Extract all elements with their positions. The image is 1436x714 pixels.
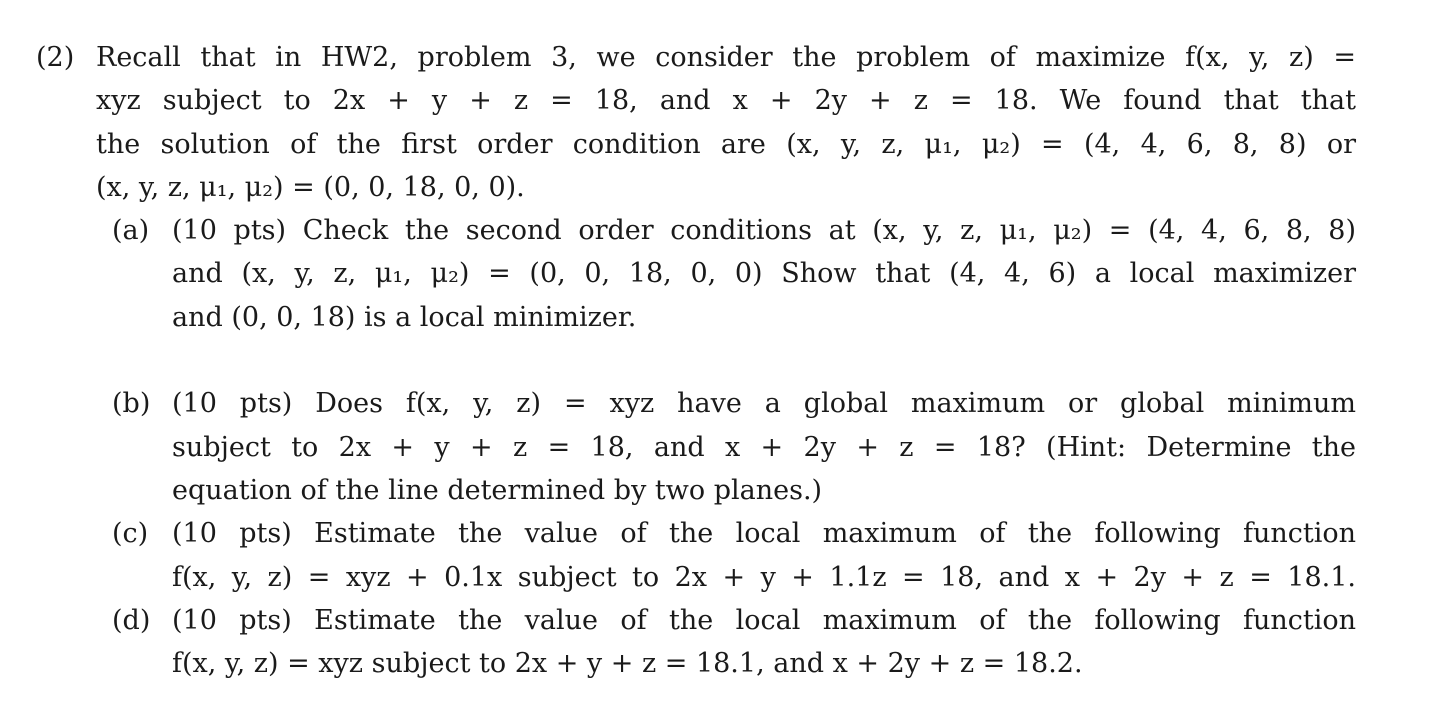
part-a-label: (a) (112, 215, 150, 247)
part-d-line (36, 642, 1356, 685)
part-b-line (36, 469, 1356, 512)
part-d-label: (d) (112, 604, 151, 636)
part-a-text: (10 pts) Check the second order conditions at (x, y, z, μ₁, μ₂) = (4, 4, 6, 8, 8) (172, 215, 1356, 247)
part-d-text: f(x, y, z) = xyz subject to 2x + y + z = 18.1, and x + 2y + z = 18.2. (172, 648, 1083, 680)
part-c-text: (10 pts) Estimate the value of the local maximum of the following function (172, 518, 1356, 550)
part-a-text: and (0, 0, 18) is a local minimizer. (172, 301, 637, 333)
part-b-line (36, 382, 1356, 425)
problem-line (36, 79, 1356, 122)
problem-line (36, 123, 1356, 166)
part-c-text: f(x, y, z) = xyz + 0.1x subject to 2x + y + 1.1z = 18, and x + 2y + z = 18.1. (172, 561, 1356, 593)
part-a-line (36, 252, 1356, 295)
part-a-text: and (x, y, z, μ₁, μ₂) = (0, 0, 18, 0, 0) Show that (4, 4, 6) a local maximizer (172, 258, 1356, 290)
homework-problem (36, 36, 1356, 685)
part-b-text: subject to 2x + y + z = 18, and x + 2y + z = 18? (Hint: Determine the (172, 431, 1356, 463)
part-c-line (36, 556, 1356, 599)
problem-text: xyz subject to 2x + y + z = 18, and x + 2y + z = 18. We found that that (96, 85, 1356, 117)
problem-text: (x, y, z, μ₁, μ₂) = (0, 0, 18, 0, 0). (96, 171, 525, 203)
part-c-label: (c) (112, 518, 149, 550)
problem-number: (2) (36, 42, 75, 73)
vertical-gap (36, 339, 1356, 382)
problem-text: the solution of the first order condition are (x, y, z, μ₁, μ₂) = (4, 4, 6, 8, 8) or (96, 128, 1356, 160)
problem-text: Recall that in HW2, problem 3, we consider the problem of maximize f(x, y, z) = (96, 42, 1356, 73)
part-d-text: (10 pts) Estimate the value of the local maximum of the following function (172, 604, 1356, 636)
part-b-label: (b) (112, 388, 151, 420)
problem-line (36, 166, 1356, 209)
problem-line (36, 36, 1356, 79)
part-b-line (36, 426, 1356, 469)
part-d-line (36, 599, 1356, 642)
part-b-text: equation of the line determined by two planes.) (172, 474, 823, 506)
part-b-text: (10 pts) Does f(x, y, z) = xyz have a global maximum or global minimum (172, 388, 1356, 420)
part-a-line (36, 209, 1356, 252)
part-a-line (36, 296, 1356, 339)
part-c-line (36, 512, 1356, 555)
